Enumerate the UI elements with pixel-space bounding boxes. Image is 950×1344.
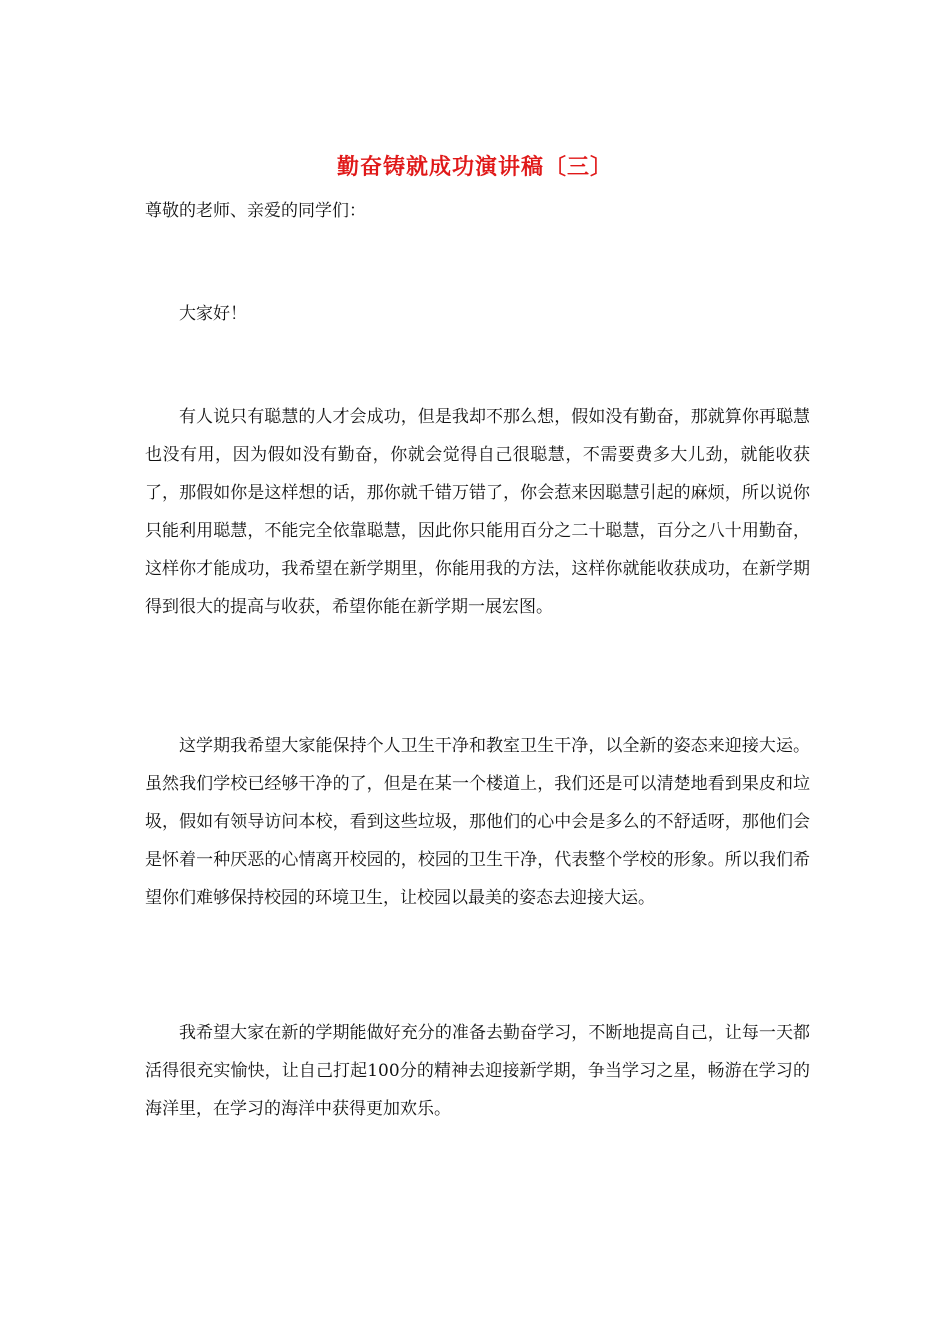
paragraph-3: 我希望大家在新的学期能做好充分的准备去勤奋学习，不断地提高自己，让每一天都活得很充实愉快，让自己打起100分的精神去迎接新学期，争当学习之星，畅游在学习的海洋里，在学习的海洋中获得更加欢乐。 — [145, 1023, 810, 1119]
greeting: 大家好！ — [179, 304, 247, 324]
paragraph-2: 这学期我希望大家能保持个人卫生干净和教室卫生干净，以全新的姿态来迎接大运。虽然我们学校已经够干净的了，但是在某一个楼道上，我们还是可以清楚地看到果皮和垃圾，假如有领导访问本校，看到这些垃圾，那他们的心中会是多么的不舒适呀，那他们会是怀着一种厌恶的心情离开校园的，校园的卫生干净，代表整个学校的形象。所以我们希望你们难够保持校园的环境卫生，让校园以最美的姿态去迎接大运。 — [145, 736, 810, 908]
document-title: 勤奋铸就成功演讲稿〔三〕 — [336, 154, 613, 180]
salutation: 尊敬的老师、亲爱的同学们： — [145, 201, 366, 221]
paragraph-1: 有人说只有聪慧的人才会成功，但是我却不那么想，假如没有勤奋，那就算你再聪慧也没有用，因为假如没有勤奋，你就会觉得自己很聪慧，不需要费多大儿劲，就能收获了，那假如你是这样想的话，那你就千错万错了，你会惹来因聪慧引起的麻烦，所以说你只能利用聪慧，不能完全依靠聪慧，因此你只能用百分之二十聪慧，百分之八十用勤奋，这样你才能成功，我希望在新学期里，你能用我的方法，这样你就能收获成功，在新学期得到很大的提高与收获，希望你能在新学期一展宏图。 — [145, 407, 810, 617]
